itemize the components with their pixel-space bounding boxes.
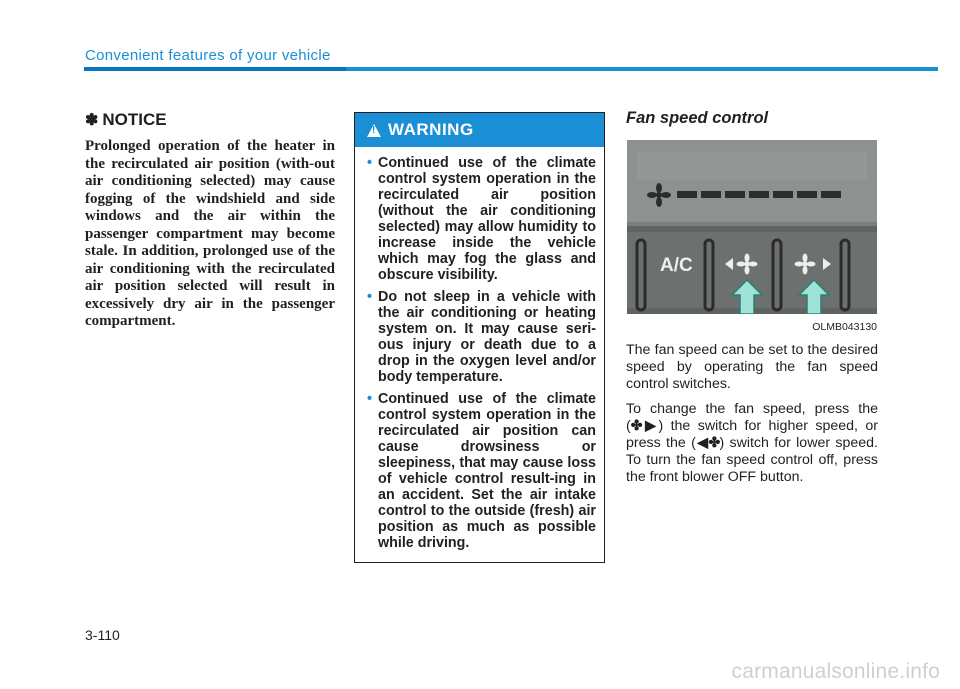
figure-caption: OLMB043130	[812, 321, 877, 333]
watermark: carmanualsonline.info	[731, 660, 940, 683]
notice-title: NOTICE	[102, 110, 167, 129]
warning-label: WARNING	[388, 120, 474, 139]
warning-triangle-icon	[367, 124, 381, 137]
notice-text: Prolonged operation of the heater in the recirculated air position (with-out air conditioning selected) may cause fogging of the windshield and side windows and the air within the passenger compartment may become stale. In addition, prolonged use of the air conditioning with the recirculated air position selected will result in excessively dry air in the passenger compartment.	[85, 138, 335, 329]
warning-header	[355, 113, 604, 147]
fan-speed-instructions	[626, 401, 878, 485]
header-rule-accent	[84, 67, 346, 71]
instruction-text: To change the fan speed, press the (	[626, 401, 878, 435]
warning-item: • Do not sleep in a vehicle with the air conditioning or heating system on. It may cause seri-ous injury or death due to a drop in the oxygen level and/or body temperature.	[367, 289, 596, 385]
instruction-text: ) the switch for higher speed, or press the (	[626, 418, 878, 451]
fan-speed-body	[626, 342, 878, 494]
notice-heading	[85, 110, 335, 130]
notice-asterisk-icon: ✽	[85, 112, 99, 129]
ac-button-label: A/C	[660, 255, 693, 276]
header-section-title: Convenient features of your vehicle	[85, 47, 331, 64]
fan-down-icon: ◀✤	[695, 434, 720, 451]
warning-item: • Continued use of the climate control system operation in the recirculated air position (without the air conditioning selected) may allow humidity to increase inside the vehicle which may fog the glass and obscure visibility.	[367, 155, 596, 283]
fan-up-icon: ✤▶	[630, 418, 659, 435]
page-number: 3-110	[85, 627, 120, 643]
fan-speed-paragraph: The fan speed can be set to the desired speed by operating the fan speed control switches.	[626, 342, 878, 392]
notice-block	[85, 110, 335, 331]
warning-box	[354, 112, 605, 563]
instruction-text: ) switch for lower speed. To turn the fan speed control off, press the front blower OFF button.	[626, 434, 878, 485]
fan-speed-title: Fan speed control	[626, 109, 769, 127]
warning-item: • Continued use of the climate control system operation in the recirculated air position can cause drowsiness or sleepiness, that may cause loss of vehicle control result-ing in an accident. Set the air intake control to the outside (fresh) air position as much as possible while driving.	[367, 391, 596, 551]
warning-list	[355, 147, 604, 551]
climate-panel-illustration	[627, 140, 877, 314]
fan-level-bar-segments	[677, 191, 841, 198]
fan-control-photo	[627, 140, 877, 314]
